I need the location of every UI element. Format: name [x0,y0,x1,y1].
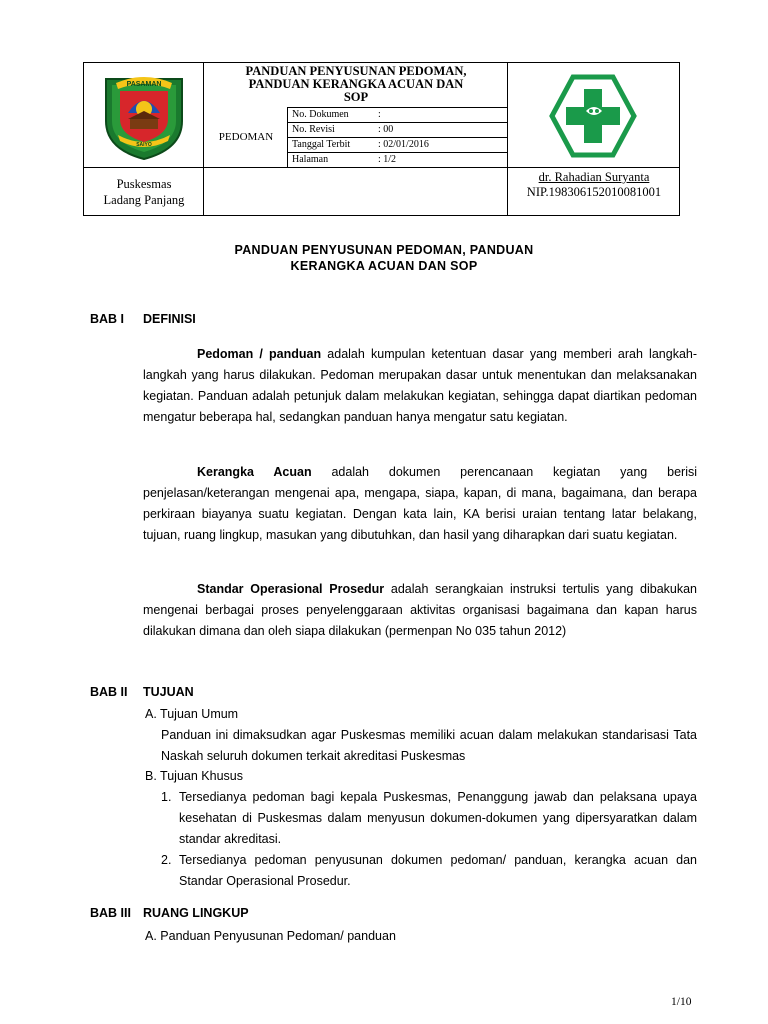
regency-crest-icon [98,69,190,161]
chapter-heading-2 [90,685,194,699]
header-title-line: PANDUAN KERANGKA ACUAN DAN [248,77,464,91]
meta-row-page [288,152,508,167]
chapter-title: DEFINISI [143,312,196,326]
chapter-heading-1 [90,312,196,326]
definition-text: adalah dokumen perencanaan kegiatan yang berisi penjelasan/keterangan mengenai apa, mengapa, siapa, kapan, di mana, bagaimana, dan berapa perkiraan biayanya suatu kegiatan. Dengan kata lain, KA berisi uraian tentang latar belakang, tujuan, ruang lingkup, masukan yang dibutuhkan, dan hasil yang diharapkan dari suatu kegiatan. [143,465,698,542]
signer-block [508,167,680,216]
defined-term: Kerangka Acuan [197,465,312,479]
meta-label: No. Dokumen [292,109,349,120]
meta-value: : 1/2 [378,154,397,165]
meta-row-document-number [288,107,508,122]
defined-term: Pedoman / panduan [197,347,322,361]
list-item-number: 2. [161,853,172,867]
signer-name: dr. Rahadian Suryanta [538,170,650,184]
section-label: A. Panduan Penyusunan Pedoman/ panduan [145,929,396,943]
svg-text:PASAMAN: PASAMAN [126,81,162,88]
section-label: A. Tujuan Umum [145,707,239,721]
meta-value: : [378,109,381,120]
section-label: B. Tujuan Khusus [145,769,243,783]
chapter-number: BAB II [90,685,128,699]
puskesmas-cross-icon [548,71,638,161]
definition-paragraph [143,462,697,546]
facility-line: Ladang Panjang [103,193,185,207]
defined-term: Standar Operasional Prosedur [197,582,385,596]
document-header-table [83,62,680,216]
document-title-line: PANDUAN PENYUSUNAN PEDOMAN, PANDUAN [234,243,534,257]
chapter-number: BAB III [90,906,131,920]
page-number: 1/10 [671,996,692,1008]
header-title-line: SOP [343,90,369,104]
definition-text: adalah serangkaian instruksi tertulis yang dibakukan mengenai berbagai proses penyelenggaraan aktivitas organisasi bagaimana dan kapan harus dilakukan dimana dan oleh siapa dilakukan (permenpan No 035 tahun 2012) [143,582,698,638]
document-type-label: PEDOMAN [218,131,274,143]
header-title-line: PANDUAN PENYUSUNAN PEDOMAN, [245,64,467,78]
definition-paragraph [143,579,697,642]
list-item: Tersedianya pedoman bagi kepala Puskesmas, Penanggung jawab dan pelaksana upaya kesehatan di Puskesmas dalam menyusun dokumen-dokumen yang dipersyaratkan dalam standar akreditasi. [179,790,697,846]
list-item: Tersedianya pedoman penyusunan dokumen pedoman/ panduan, kerangka acuan dan Standar Operasional Prosedur. [179,853,697,888]
meta-value: : 00 [378,124,394,135]
header-title [204,63,508,107]
meta-value: : 02/01/2016 [378,139,429,150]
facility-line: Puskesmas [116,177,172,191]
section-text: Panduan ini dimaksudkan agar Puskesmas memiliki acuan dalam melakukan standarisasi Tata Naskah seluruh dokumen terkait akreditasi Puskesmas [161,728,697,763]
list-item-number: 1. [161,790,172,804]
meta-label: Tanggal Terbit [292,139,351,150]
chapter-number: BAB I [90,312,125,326]
meta-row-revision [288,122,508,137]
chapter-title: TUJUAN [143,685,194,699]
chapter-title: RUANG LINGKUP [143,906,249,920]
definition-text: adalah kumpulan ketentuan dasar yang memberi arah langkah-langkah yang harus dilakukan. Pedoman merupakan dasar untuk menentukan dan melaksanakan kegiatan. Panduan adalah petunjuk dalam melakukan kegiatan, sehingga dapat diartikan pedoman mengatur beberapa hal, sedangkan panduan hanya mengatur satu kegiatan. [143,347,698,424]
document-title-line: KERANGKA ACUAN DAN SOP [290,259,478,273]
meta-label: No. Revisi [292,124,335,135]
definition-paragraph [143,344,697,428]
meta-row-issue-date [288,137,508,152]
puskesmas-logo [548,71,638,161]
meta-label: Halaman [292,154,329,165]
facility-name [84,167,204,216]
signer-nip: NIP.198306152010081001 [526,185,662,199]
chapter-heading-3 [90,906,249,920]
svg-text:SAIYO: SAIYO [136,142,152,148]
document-title [0,242,768,274]
regency-logo [98,69,190,161]
